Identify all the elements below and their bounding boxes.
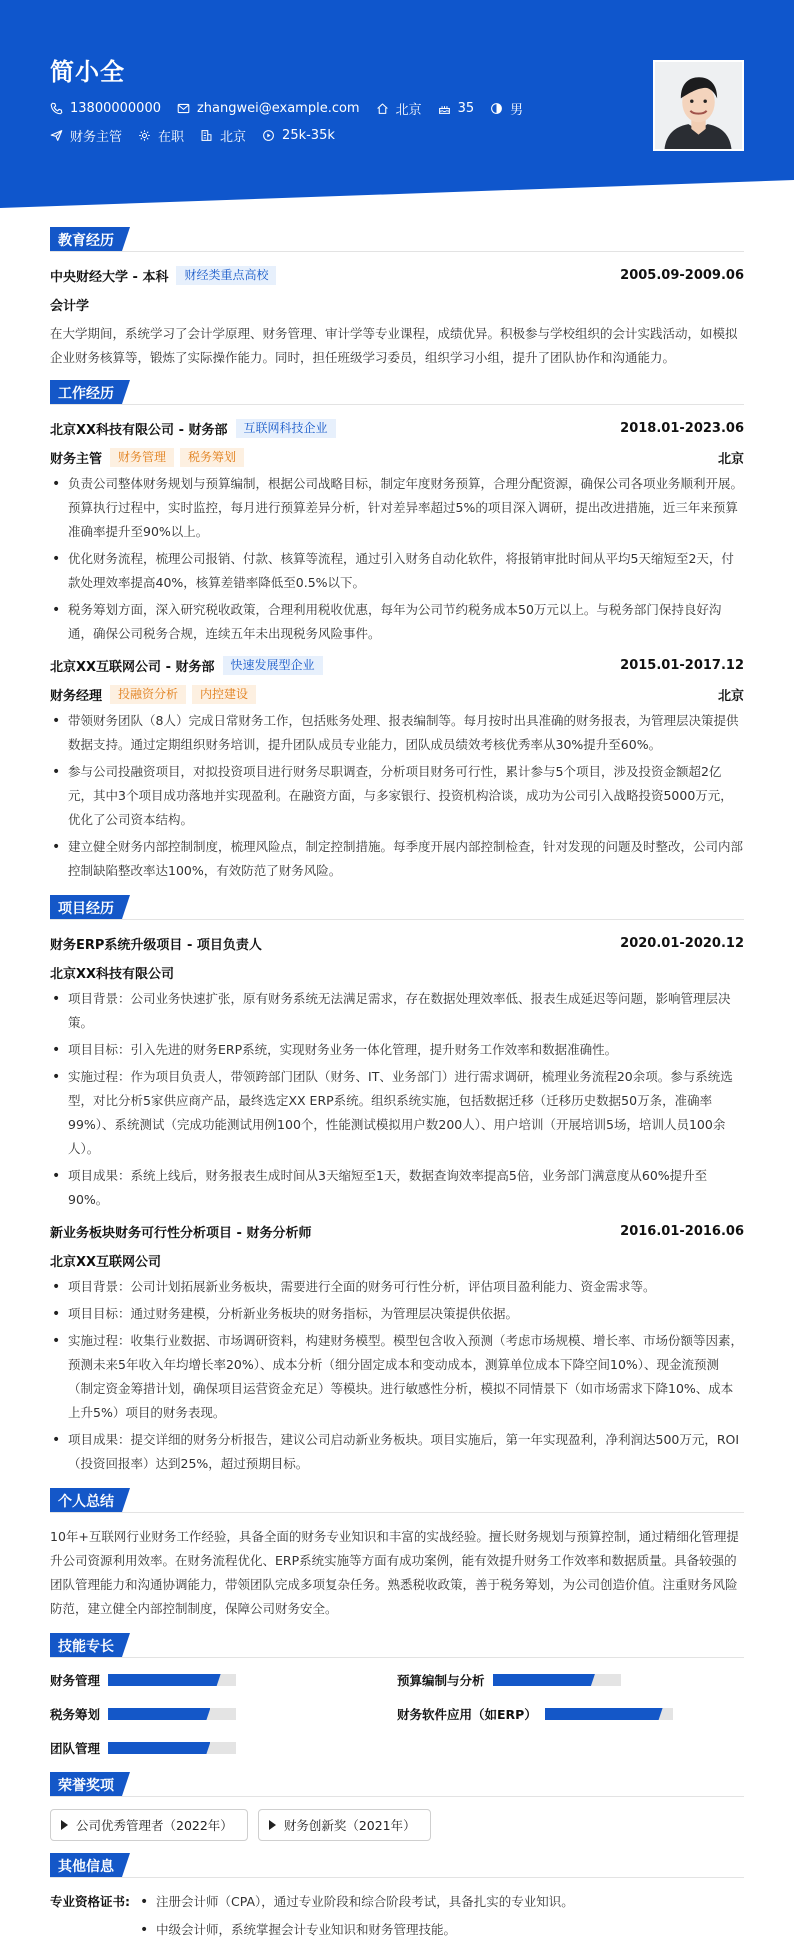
work-section [50,380,744,883]
gender-icon [490,102,503,115]
section-title: 项目经历 [50,895,122,919]
skill-tag: 税务筹划 [180,448,244,467]
avatar-image [655,62,742,149]
summary-text: 10年+互联网行业财务工作经验，具备全面的财务专业知识和丰富的实战经验。擅长财务规划与预算控制，通过精细化管理提升公司资源利用效率。在财务流程优化、ERP系统实施等方面有成功案例，能有效提升财务工作效率和数据质量。具备较强的团队管理能力和沟通协调能力，带领团队完成多项复杂任务。熟悉税收政策，善于税务筹划，为公司创造价值。注重财务风险防范，建立健全内部控制制度，保障公司财务安全。 [50,1529,739,1616]
skills-header [50,1633,744,1658]
work-role-group [50,448,244,467]
phone-text: 13800000000 [70,101,161,116]
work-role: 财务经理 [50,688,103,704]
skills-section [50,1633,744,1758]
work-entry-head [50,654,744,676]
education-header [50,227,744,252]
work-city-text: 北京 [220,130,247,145]
skill-item [50,1670,397,1690]
work-bullet: • 税务筹划方面，深入研究税收政策，合理利用税收优惠，每年为公司节约税务成本50万元以上。与税务部门保持良好沟通，确保公司税务合规，连续五年未出现税务风险事件。 [50,598,744,646]
skill-fill [493,1674,595,1686]
salary-info [262,128,335,143]
project-company-row [50,1248,744,1272]
work-date: 2018.01-2023.06 [620,420,744,436]
work-bullet: • 优化财务流程，梳理公司报销、付款、核算等流程，通过引入财务自动化软件，将报销审批时间从平均5天缩短至2天，付款处理效率提高40%，核算差错率降低至0.5%以下。 [50,547,744,595]
project-company: 北京XX科技有限公司 [50,966,175,982]
skill-item [397,1704,744,1724]
education-school: 中央财经大学 - 本科 [50,269,169,285]
project-entry [50,932,744,1212]
resume-header [0,0,794,215]
work-bullets [50,709,744,883]
work-city-info [200,126,246,145]
gender-info [490,99,523,118]
triangle-right-icon [61,1820,68,1830]
work-header [50,380,744,405]
section-title: 技能专长 [50,1633,122,1657]
salary-text: 25k-35k [282,128,335,143]
company-tag: 快速发展型企业 [223,656,323,675]
projects-section [50,895,744,1476]
job-intent-row [50,126,351,145]
project-bullet: • 项目成果：提交详细的财务分析报告，建议公司启动新业务板块。项目实施后，第一年实现盈利，净利润达500万元，ROI（投资回报率）达到25%，超过预期目标。 [50,1428,744,1476]
work-entry [50,654,744,883]
work-entry [50,417,744,646]
skill-tag: 财务管理 [110,448,174,467]
work-bullets [50,472,744,646]
skill-fill [108,1674,221,1686]
project-bullet: • 项目目标：通过财务建模，分析新业务板块的财务指标，为管理层决策提供依据。 [50,1302,744,1326]
triangle-right-icon [269,1820,276,1830]
age-info [438,101,475,116]
skill-name: 财务管理 [50,1673,101,1688]
work-bullet: • 参与公司投融资项目，对拟投资项目进行财务尽职调查，分析项目财务可行性，累计参与5个项目，涉及投资金额超2亿元，其中3个项目成功落地并实现盈利。在融资方面，与多家银行、投资机构洽谈，成功为公司引入战略投资5000万元，优化了公司资本结构。 [50,760,744,832]
project-date: 2016.01-2016.06 [620,1223,744,1239]
city-info [376,99,422,118]
work-bullet: • 建立健全财务内部控制制度，梳理风险点，制定控制措施。每季度开展内部控制检查，针对发现的问题及时整改，公司内部控制缺陷整改率达100%，有效防范了财务风险。 [50,835,744,883]
awards-header [50,1772,744,1797]
email-text: zhangwei@example.com [196,101,360,116]
project-company: 北京XX互联网公司 [50,1254,162,1270]
skill-name: 税务筹划 [50,1707,101,1722]
work-bullet: • 负责公司整体财务规划与预算编制，根据公司战略目标，制定年度财务预算，合理分配资源，确保公司各项业务顺利开展。预算执行过程中，实时监控，每月进行预算差异分析，针对差异率超过5%的项目深入调研，提出改进措施，近三年来预算准确率提升至90%以上。 [50,472,744,544]
skill-bar [108,1708,236,1720]
project-bullet: • 项目目标：引入先进的财务ERP系统，实现财务业务一体化管理，提升财务工作效率和数据准确性。 [50,1038,744,1062]
work-entry-head [50,417,744,439]
education-school-row [50,266,276,285]
awards-list [50,1809,744,1841]
age-text: 35 [457,101,475,116]
other-header [50,1853,744,1878]
skills-grid [50,1670,744,1758]
phone-icon [50,102,63,115]
project-bullet: • 项目背景：公司计划拓展新业务板块，需要进行全面的财务可行性分析，评估项目盈利能力、资金需求等。 [50,1275,744,1299]
project-entry [50,1220,744,1476]
company-tag: 互联网科技企业 [236,419,336,438]
skill-tag: 内控建设 [192,685,256,704]
cake-icon [438,102,451,115]
position-text: 财务主管 [70,130,123,145]
project-bullet: • 实施过程：收集行业数据、市场调研资料，构建财务模型。模型包含收入预测（考虑市场规模、增长率、市场份额等因素，预测未来5年收入年均增长率20%）、成本分析（细分固定成本和变动成本，测算单位成本下降空间10%）、现金流预测（制定资金筹措计划，确保项目运营资金充足）等模块。进行敏感性分析，模拟不同情景下（如市场需求下降10%、成本上升5%）项目的财务表现。 [50,1329,744,1425]
certificate-list [138,1890,574,1946]
summary-section [50,1488,744,1621]
skill-name: 团队管理 [50,1741,101,1756]
skill-fill [108,1742,210,1754]
work-role: 财务主管 [50,451,103,467]
position-info [50,126,122,145]
certificate-label: 专业资格证书: [50,1894,130,1909]
project-bullet: • 实施过程：作为项目负责人，带领跨部门团队（财务、IT、业务部门）进行需求调研，梳理业务流程20余项。参与系统选型，对比分析5家供应商产品，最终选定XX ERP系统。组织系统实施，包括数据迁移（迁移历史数据50万条，准确率99%）、系统测试（完成功能测试用例100个，性能测试模拟用户数200人）、用户培训（开展培训5场，培训人员100余人）。 [50,1065,744,1161]
section-title: 个人总结 [50,1488,122,1512]
contact-row [50,99,539,118]
work-location: 北京 [717,688,744,704]
award-item [50,1809,248,1841]
education-tag: 财经类重点高校 [176,266,276,285]
education-date: 2005.09-2009.06 [620,267,744,283]
work-location: 北京 [717,451,744,467]
play-circle-icon [262,129,275,142]
skill-name: 预算编制与分析 [397,1673,485,1688]
skill-bar [493,1674,621,1686]
skill-bar [108,1674,236,1686]
skill-item [397,1670,744,1690]
skill-item [50,1704,397,1724]
education-description: 在大学期间，系统学习了会计学原理、财务管理、审计学等专业课程，成绩优异。积极参与学校组织的会计实践活动，如模拟企业财务核算等，锻炼了实际操作能力。同时，担任班级学习委员，组织学习小组，提升了团队协作和沟通能力。 [50,326,738,365]
status-text: 在职 [158,130,185,145]
skill-bar [108,1742,236,1754]
skill-fill [108,1708,210,1720]
work-company-row [50,656,323,675]
avatar-photo [653,60,744,151]
gender-text: 男 [510,103,524,118]
projects-header [50,895,744,920]
work-company: 北京XX互联网公司 - 财务部 [50,659,215,675]
project-entry-head [50,1220,744,1242]
section-title: 荣誉奖项 [50,1772,122,1796]
project-date: 2020.01-2020.12 [620,935,744,951]
work-role-row [50,682,744,706]
project-company-row [50,960,744,984]
home-icon [376,102,389,115]
skill-fill [545,1708,663,1720]
awards-section [50,1772,744,1841]
award-text: 财务创新奖（2021年） [283,1818,416,1833]
award-text: 公司优秀管理者（2022年） [76,1818,233,1833]
other-section [50,1853,744,1946]
status-info [138,126,184,145]
project-bullet: • 项目成果：系统上线后，财务报表生成时间从3天缩短至1天，数据查询效率提高5倍，业务部门满意度从60%提升至90%。 [50,1164,744,1212]
skill-item [50,1738,397,1758]
project-name: 新业务板块财务可行性分析项目 - 财务分析师 [50,1225,312,1241]
section-title: 工作经历 [50,380,122,404]
summary-header [50,1488,744,1513]
certificate-item: • 注册会计师（CPA），通过专业阶段和综合阶段考试，具备扎实的专业知识。 [138,1890,574,1914]
education-entry-head [50,264,744,286]
work-bullet: • 带领财务团队（8人）完成日常财务工作，包括账务处理、报表编制等。每月按时出具准确的财务报表，为管理层决策提供数据支持。通过定期组织财务培训，提升团队成员专业能力，团队成员绩效考核优秀率从30%提升至60%。 [50,709,744,757]
work-role-row [50,445,744,469]
education-major: 会计学 [50,298,90,314]
project-entry-head [50,932,744,954]
candidate-name: 简小全 [50,58,125,86]
project-name: 财务ERP系统升级项目 - 项目负责人 [50,937,262,953]
skill-name: 财务软件应用（如ERP） [397,1707,537,1722]
certificate-row [50,1890,744,1946]
work-company-row [50,419,336,438]
education-section [50,227,744,370]
phone-info [50,101,161,116]
work-company: 北京XX科技有限公司 - 财务部 [50,422,228,438]
send-icon [50,129,63,142]
skill-tag: 投融资分析 [110,685,186,704]
building-icon [200,129,213,142]
education-major-row [50,292,744,316]
project-bullets [50,987,744,1212]
gear-icon [138,129,151,142]
skill-bar [545,1708,673,1720]
section-title: 其他信息 [50,1853,122,1877]
email-info [177,101,360,116]
city-text: 北京 [395,103,422,118]
section-title: 教育经历 [50,227,122,251]
project-bullet: • 项目背景：公司业务快速扩张，原有财务系统无法满足需求，存在数据处理效率低、报表生成延迟等问题，影响管理层决策。 [50,987,744,1035]
project-bullets [50,1275,744,1476]
award-item [258,1809,431,1841]
resume-content [50,227,744,1946]
work-role-group [50,685,256,704]
mail-icon [177,102,190,115]
certificate-item: • 中级会计师，系统掌握会计专业知识和财务管理技能。 [138,1918,574,1942]
work-date: 2015.01-2017.12 [620,657,744,673]
